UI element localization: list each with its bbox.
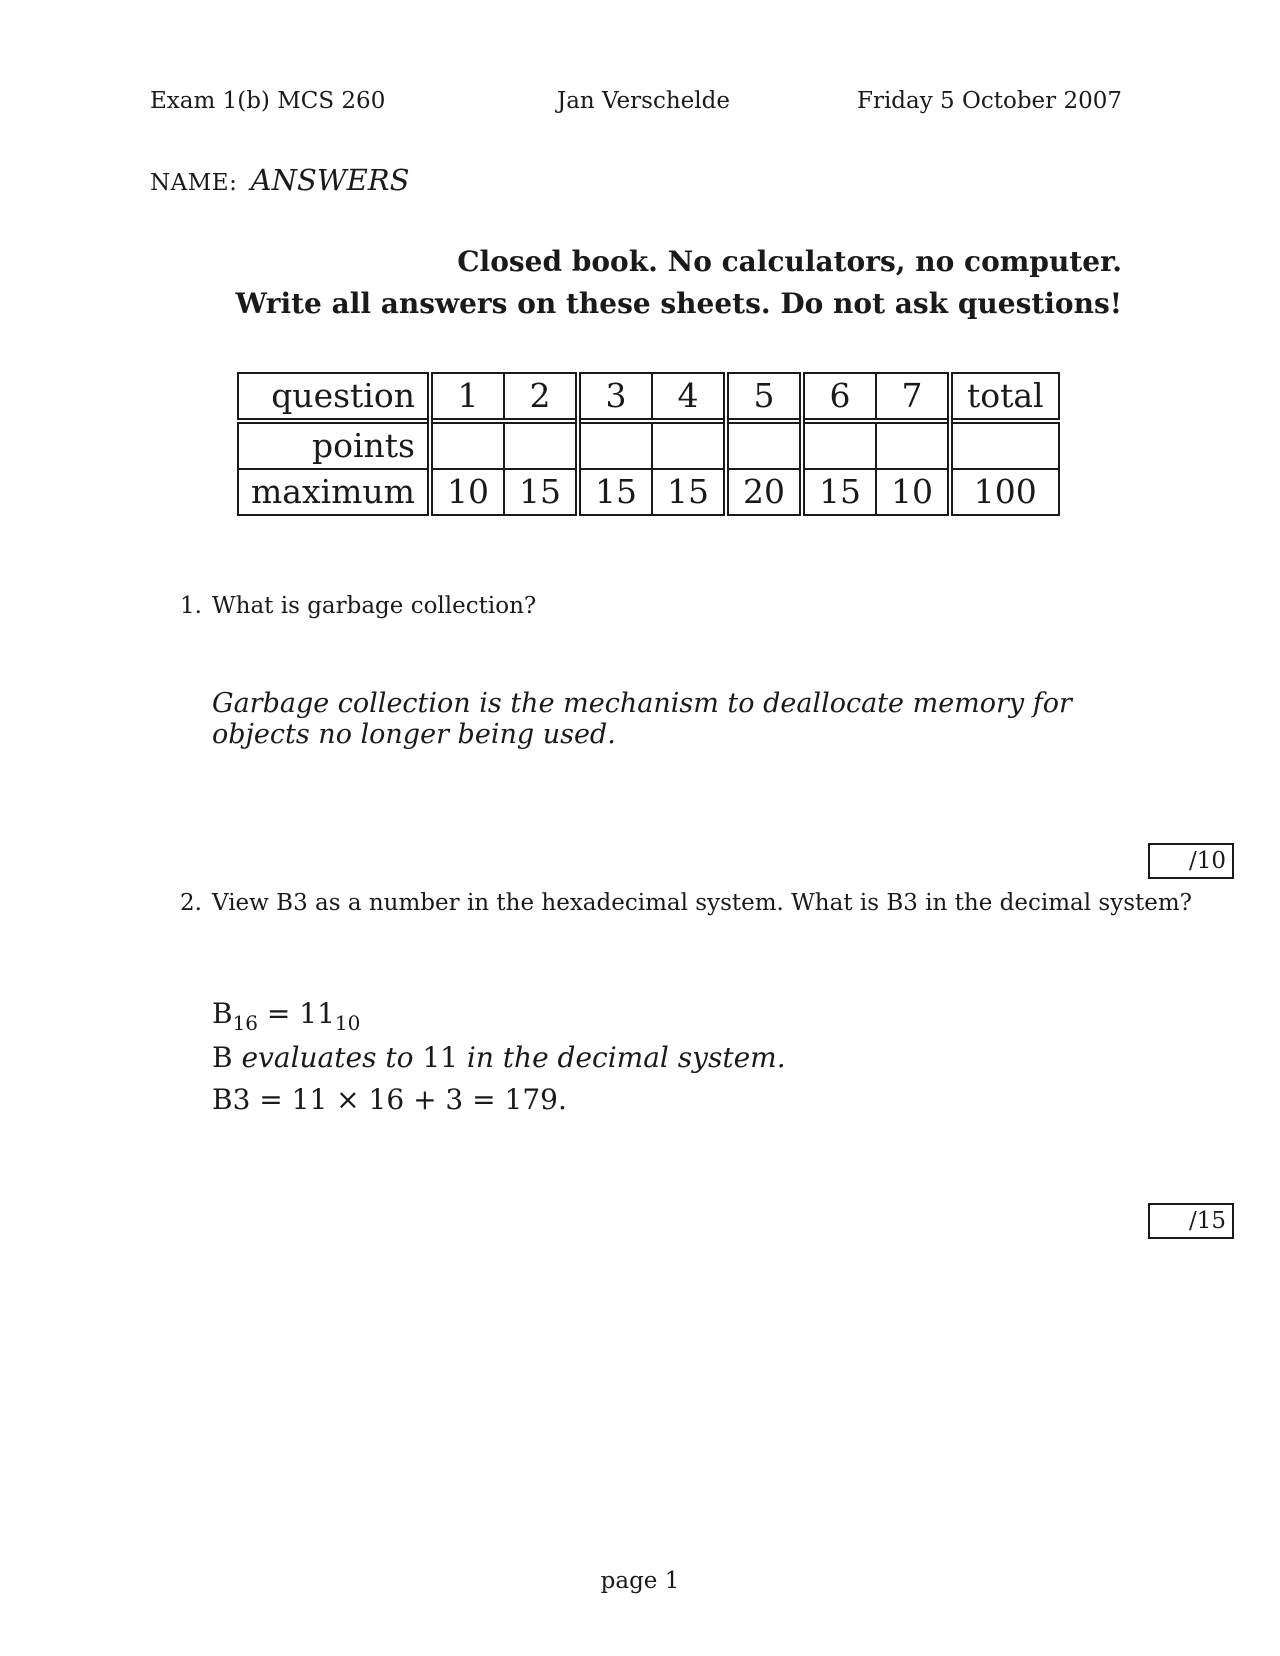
decimal-system-text: in the decimal system. — [466, 1041, 786, 1074]
row-label-points: points — [238, 421, 430, 469]
name-value: ANSWERS — [250, 163, 410, 197]
maximum-cell: 15 — [578, 469, 652, 515]
maximum-cell: 10 — [430, 469, 504, 515]
answer-1: Garbage collection is the mechanism to deallocate memory for objects no longer being used. — [212, 688, 1072, 750]
score-table-maximum-row — [238, 469, 1059, 515]
hex-digit: B — [212, 997, 233, 1030]
answer-2-line-2 — [212, 1041, 786, 1074]
base-16-subscript: 16 — [232, 1011, 259, 1035]
points-cell — [726, 421, 802, 469]
name-row — [150, 163, 410, 197]
points-cell — [876, 421, 950, 469]
question-header: 1 — [430, 373, 504, 421]
points-cell — [578, 421, 652, 469]
total-header: total — [950, 373, 1059, 421]
points-total-cell — [950, 421, 1059, 469]
points-cell — [802, 421, 876, 469]
eleven-value: 11 — [413, 1041, 467, 1074]
question-header: 7 — [876, 373, 950, 421]
maximum-cell: 15 — [652, 469, 726, 515]
answer-2-line-1 — [212, 997, 361, 1035]
question-2 — [180, 890, 1192, 916]
evaluates-text: evaluates to — [241, 1041, 414, 1074]
maximum-cell: 10 — [876, 469, 950, 515]
question-header: 2 — [504, 373, 578, 421]
question-text: What is garbage collection? — [212, 593, 537, 619]
score-box-question-1: /10 — [1148, 843, 1234, 879]
maximum-cell: 15 — [504, 469, 578, 515]
question-header: 4 — [652, 373, 726, 421]
question-header: 6 — [802, 373, 876, 421]
question-1 — [180, 593, 536, 619]
points-cell — [430, 421, 504, 469]
score-box-question-2: /15 — [1148, 1203, 1234, 1239]
answer-2-line-3: B3 = 11 × 16 + 3 = 179. — [212, 1083, 567, 1116]
instructions-line-1: Closed book. No calculators, no computer. — [457, 245, 1122, 278]
base-10-subscript: 10 — [334, 1011, 361, 1035]
header-course: Exam 1(b) MCS 260 — [150, 88, 386, 114]
points-cell — [504, 421, 578, 469]
hex-b: B — [212, 1041, 242, 1074]
score-table-question-row — [238, 373, 1059, 421]
question-header: 3 — [578, 373, 652, 421]
score-table-points-row — [238, 421, 1059, 469]
question-number: 1. — [180, 593, 202, 619]
question-header: 5 — [726, 373, 802, 421]
score-table — [237, 372, 1060, 516]
maximum-cell: 20 — [726, 469, 802, 515]
header-author: Jan Verschelde — [557, 88, 730, 114]
page-number: page 1 — [600, 1568, 680, 1594]
instructions-line-2: Write all answers on these sheets. Do not ask questions! — [235, 287, 1122, 320]
equals-eleven: = 11 — [258, 997, 335, 1030]
question-text: View B3 as a number in the hexadecimal system. What is B3 in the decimal system? — [212, 890, 1193, 916]
points-cell — [652, 421, 726, 469]
row-label-question: question — [238, 373, 430, 421]
maximum-cell: 15 — [802, 469, 876, 515]
name-label: NAME: — [150, 170, 238, 196]
maximum-total-cell: 100 — [950, 469, 1059, 515]
header-date: Friday 5 October 2007 — [857, 88, 1122, 114]
row-label-maximum: maximum — [238, 469, 430, 515]
question-number: 2. — [180, 890, 202, 916]
